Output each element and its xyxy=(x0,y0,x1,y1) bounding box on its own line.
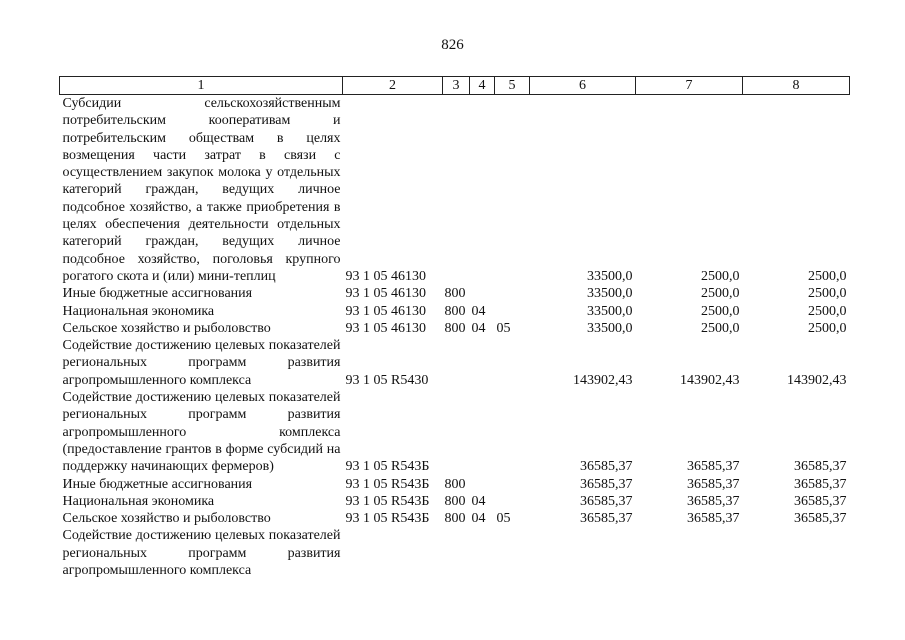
row-value-6: 33500,0 xyxy=(587,320,633,336)
row-value-8: 2500,0 xyxy=(808,268,847,284)
table-row xyxy=(60,389,850,475)
row-value-7: 36585,37 xyxy=(687,493,740,509)
row-col4: 04 xyxy=(471,511,486,527)
row-value-8 xyxy=(743,527,850,579)
row-name: Национальная экономика xyxy=(62,303,215,319)
row-code: 93 1 05 R543Б xyxy=(345,459,430,475)
row-col5 xyxy=(495,303,530,320)
table-row xyxy=(60,476,850,493)
table-row xyxy=(60,510,850,527)
row-value-7: 2500,0 xyxy=(701,268,740,284)
column-header: 6 xyxy=(530,77,636,95)
row-col3 xyxy=(443,389,470,475)
table-row xyxy=(60,303,850,320)
row-value-6: 33500,0 xyxy=(587,286,633,302)
row-name: Сельское хозяйство и рыболовство xyxy=(62,511,271,527)
row-value-8: 2500,0 xyxy=(808,286,847,302)
row-col5 xyxy=(495,95,530,286)
column-header: 3 xyxy=(443,77,470,95)
table-row xyxy=(60,527,850,579)
row-col4 xyxy=(470,285,495,302)
row-value-7: 143902,43 xyxy=(680,372,740,388)
row-col4: 04 xyxy=(471,303,486,319)
row-code: 93 1 05 46130 xyxy=(345,286,426,302)
table-row xyxy=(60,493,850,510)
row-col3 xyxy=(443,95,470,286)
row-col5: 05 xyxy=(496,511,511,527)
row-value-7: 2500,0 xyxy=(701,320,740,336)
row-col4 xyxy=(470,337,495,389)
column-header: 8 xyxy=(743,77,850,95)
row-name: Иные бюджетные ассигнования xyxy=(62,286,253,302)
row-name: Субсидии сельскохозяйственным потребительским кооперативам и потребительским обществам в целях возмещения части затрат в связи с осуществлением закупок молока у отдельных категорий граждан, ведущих личное подсобное хозяйство, а также приобретения в целях обеспечения деятельности отдельных категорий граждан, ведущих личное подсобное хозяйство, поголовья крупного рогатого скота и (или) мини-теплиц xyxy=(62,96,341,284)
row-col3: 800 xyxy=(444,320,466,336)
row-col4 xyxy=(470,527,495,579)
row-value-8: 36585,37 xyxy=(794,476,847,492)
row-code: 93 1 05 R543Б xyxy=(345,476,430,492)
row-value-7: 2500,0 xyxy=(701,303,740,319)
row-value-6: 143902,43 xyxy=(573,372,633,388)
row-name: Сельское хозяйство и рыболовство xyxy=(62,320,271,336)
row-col3: 800 xyxy=(444,511,466,527)
row-name: Содействие достижению целевых показателей региональных программ развития агропромышленного комплекса (предоставление грантов в форме субсидий на поддержку начинающих фермеров) xyxy=(62,390,341,475)
row-name: Содействие достижению целевых показателей региональных программ развития агропромышленного комплекса xyxy=(62,528,341,579)
row-value-8: 36585,37 xyxy=(794,493,847,509)
row-col4 xyxy=(470,389,495,475)
row-col4 xyxy=(470,476,495,493)
row-name: Иные бюджетные ассигнования xyxy=(62,476,253,492)
row-value-7: 36585,37 xyxy=(687,476,740,492)
row-value-6: 36585,37 xyxy=(580,476,633,492)
row-value-6 xyxy=(530,527,636,579)
row-col5 xyxy=(495,285,530,302)
row-col3 xyxy=(443,527,470,579)
row-col5 xyxy=(495,527,530,579)
row-value-7: 2500,0 xyxy=(701,286,740,302)
row-name: Содействие достижению целевых показателей региональных программ развития агропромышленного комплекса xyxy=(62,338,341,388)
table-row xyxy=(60,285,850,302)
table-row xyxy=(60,337,850,389)
row-value-8: 36585,37 xyxy=(794,459,847,475)
row-value-8: 36585,37 xyxy=(794,511,847,527)
row-value-6: 36585,37 xyxy=(580,493,633,509)
row-value-7: 36585,37 xyxy=(687,459,740,475)
row-code xyxy=(343,527,443,579)
row-value-8: 143902,43 xyxy=(787,372,847,388)
row-col3: 800 xyxy=(444,303,466,319)
row-col3: 800 xyxy=(444,476,466,492)
row-col5 xyxy=(495,476,530,493)
row-value-6: 36585,37 xyxy=(580,459,633,475)
row-name: Национальная экономика xyxy=(62,493,215,509)
row-col5 xyxy=(495,389,530,475)
row-col5 xyxy=(495,493,530,510)
row-code: 93 1 05 46130 xyxy=(345,303,426,319)
table-row xyxy=(60,320,850,337)
header-row xyxy=(60,77,850,95)
row-code: 93 1 05 46130 xyxy=(345,320,426,336)
row-value-7 xyxy=(636,527,743,579)
row-col3: 800 xyxy=(444,286,466,302)
row-value-8: 2500,0 xyxy=(808,320,847,336)
column-header: 1 xyxy=(60,77,343,95)
page-number: 826 xyxy=(441,37,464,53)
row-code: 93 1 05 R5430 xyxy=(345,372,429,388)
row-col3: 800 xyxy=(444,493,466,509)
column-header: 7 xyxy=(636,77,743,95)
row-value-6: 33500,0 xyxy=(587,303,633,319)
row-col3 xyxy=(443,337,470,389)
row-value-6: 33500,0 xyxy=(587,268,633,284)
row-value-6: 36585,37 xyxy=(580,511,633,527)
row-code: 93 1 05 46130 xyxy=(345,268,426,284)
row-col4 xyxy=(470,95,495,286)
row-col4: 04 xyxy=(471,320,486,336)
row-col4: 04 xyxy=(471,493,486,509)
column-header: 4 xyxy=(470,77,495,95)
row-value-7: 36585,37 xyxy=(687,511,740,527)
budget-table xyxy=(59,76,850,579)
column-header: 5 xyxy=(495,77,530,95)
table-row xyxy=(60,95,850,286)
column-header: 2 xyxy=(343,77,443,95)
row-value-8: 2500,0 xyxy=(808,303,847,319)
row-col5 xyxy=(495,337,530,389)
row-code: 93 1 05 R543Б xyxy=(345,493,430,509)
row-col5: 05 xyxy=(496,320,511,336)
row-code: 93 1 05 R543Б xyxy=(345,511,430,527)
